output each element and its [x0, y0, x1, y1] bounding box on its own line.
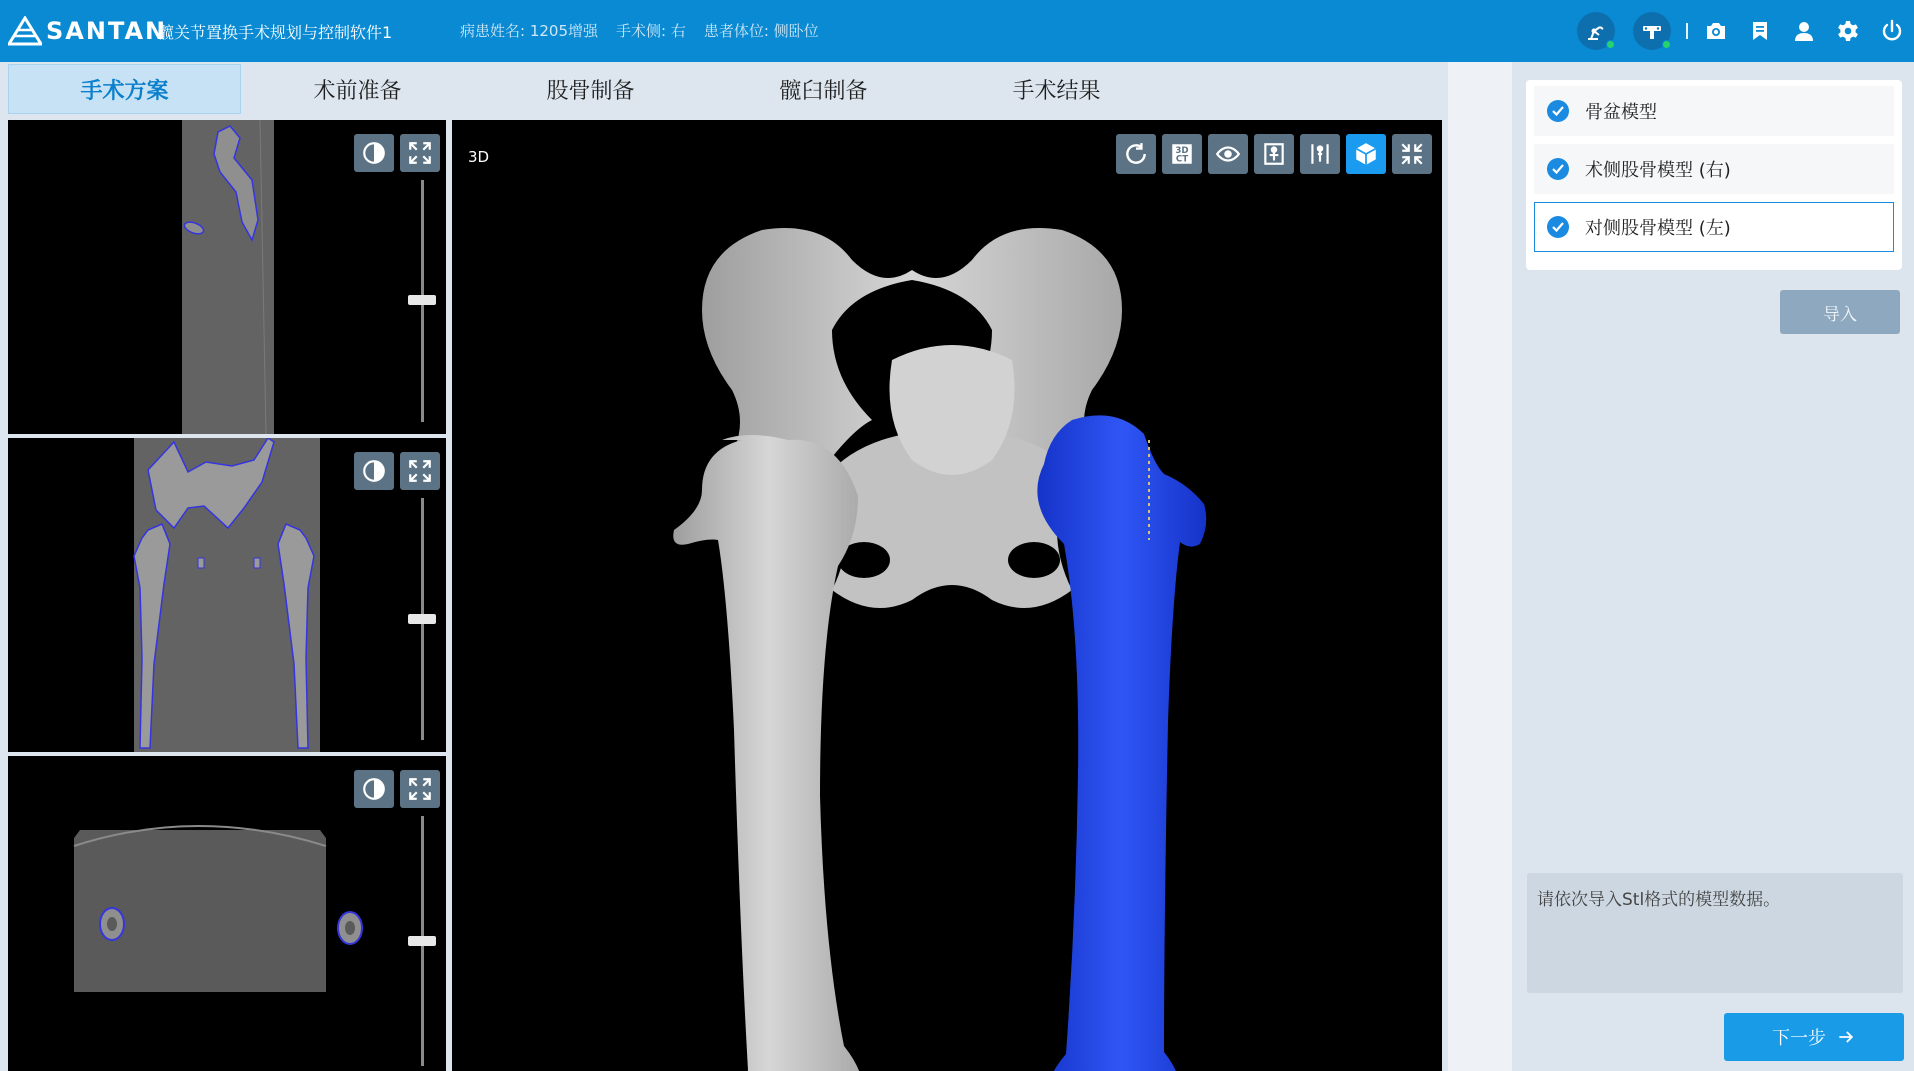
- maximize-view-button[interactable]: [400, 134, 440, 172]
- separator-column: [1448, 62, 1512, 1071]
- slice-slider-handle[interactable]: [408, 936, 436, 946]
- slice-slider-handle[interactable]: [408, 614, 436, 624]
- logo-text: SANTAN: [46, 17, 168, 45]
- tab-surgery-result[interactable]: 手术结果: [1012, 78, 1101, 104]
- 3d-view[interactable]: [452, 120, 1442, 1071]
- contrast-button[interactable]: [354, 452, 394, 490]
- contrast-button[interactable]: [354, 134, 394, 172]
- list-item-contralateral-femur[interactable]: [1534, 202, 1894, 252]
- check-icon[interactable]: [1547, 100, 1569, 122]
- robot-status-dot: [1606, 40, 1615, 49]
- reset-rotation-button[interactable]: [1116, 134, 1156, 174]
- svg-text:CT: CT: [1175, 154, 1189, 165]
- contrast-icon: [361, 458, 387, 484]
- camera-icon: [1704, 19, 1728, 43]
- user-icon: [1792, 19, 1816, 43]
- robot-arm-button[interactable]: [1568, 9, 1624, 53]
- user-button[interactable]: [1782, 9, 1826, 53]
- body-side-icon: [1307, 141, 1333, 167]
- model-label: 骨盆模型: [1585, 102, 1657, 123]
- screenshot-button[interactable]: [1694, 9, 1738, 53]
- model-label: 术侧股骨模型 (右): [1585, 160, 1731, 181]
- 3d-ct-button[interactable]: [1162, 134, 1202, 174]
- surgery-side: 手术侧: 右: [616, 22, 686, 40]
- contrast-icon: [361, 140, 387, 166]
- anterior-view-button[interactable]: [1254, 134, 1294, 174]
- next-step-label: 下一步: [1772, 1028, 1826, 1049]
- 3d-toolbar: [1116, 134, 1432, 174]
- gear-icon: [1836, 19, 1860, 43]
- contralateral-femur-model: [1037, 415, 1206, 1071]
- settings-button[interactable]: [1826, 9, 1870, 53]
- view-visibility-button[interactable]: [1208, 134, 1248, 174]
- patient-position: 患者体位: 侧卧位: [703, 22, 819, 40]
- tracker-status-dot: [1662, 40, 1671, 49]
- body-front-icon: [1261, 141, 1287, 167]
- maximize-view-button[interactable]: [400, 770, 440, 808]
- bookmark-icon: [1748, 19, 1772, 43]
- contrast-button[interactable]: [354, 770, 394, 808]
- hint-text: 请依次导入Stl格式的模型数据。: [1527, 873, 1903, 993]
- contrast-icon: [361, 776, 387, 802]
- power-icon: [1880, 19, 1904, 43]
- view-label: 3D: [468, 148, 490, 166]
- top-bar: [0, 0, 1914, 62]
- tab-surgical-plan[interactable]: 手术方案: [8, 64, 241, 114]
- bookmark-button[interactable]: [1738, 9, 1782, 53]
- app-title: 髋关节置换手术规划与控制软件1: [158, 23, 393, 42]
- next-step-button[interactable]: [1724, 1013, 1904, 1061]
- patient-info: [460, 20, 819, 41]
- logo: [8, 14, 167, 48]
- tracker-button[interactable]: [1624, 9, 1680, 53]
- workflow-tabs: [8, 62, 1448, 116]
- check-icon[interactable]: [1547, 216, 1569, 238]
- toolbar-separator: [1686, 23, 1688, 39]
- operative-femur-model: [673, 435, 864, 1071]
- 3d-bone-model: [452, 120, 1442, 1071]
- import-button[interactable]: 导入: [1780, 290, 1900, 334]
- sagittal-view[interactable]: [8, 120, 446, 434]
- expand-icon: [407, 776, 433, 802]
- expand-icon: [407, 140, 433, 166]
- model-list: [1526, 80, 1902, 270]
- tab-femur-prep[interactable]: 股骨制备: [546, 78, 635, 104]
- arrow-right-icon: [1836, 1027, 1856, 1047]
- 3d-ct-icon: [1169, 141, 1195, 167]
- model-import-panel: [1512, 62, 1914, 1071]
- lateral-view-button[interactable]: [1300, 134, 1340, 174]
- axial-view[interactable]: [8, 756, 446, 1071]
- robot-arm-icon: [1584, 19, 1608, 43]
- shrink-icon: [1399, 141, 1425, 167]
- model-label: 对侧股骨模型 (左): [1585, 218, 1731, 239]
- tracker-icon: [1640, 19, 1664, 43]
- eye-icon: [1215, 141, 1241, 167]
- patient-name: 病患姓名: 1205增强: [460, 22, 598, 40]
- rotate-icon: [1123, 141, 1149, 167]
- svg-text:3D: 3D: [1175, 145, 1189, 156]
- power-button[interactable]: [1870, 9, 1914, 53]
- shrink-view-button[interactable]: [1392, 134, 1432, 174]
- list-item-operative-femur[interactable]: [1534, 144, 1894, 194]
- 3d-cube-view-button[interactable]: [1346, 134, 1386, 174]
- coronal-view[interactable]: [8, 438, 446, 752]
- top-toolbar: [1568, 0, 1914, 62]
- tab-preop-prep[interactable]: 术前准备: [313, 78, 402, 104]
- expand-icon: [407, 458, 433, 484]
- maximize-view-button[interactable]: [400, 452, 440, 490]
- tab-acetabulum-prep[interactable]: 髋臼制备: [779, 78, 868, 104]
- list-item-pelvis[interactable]: [1534, 86, 1894, 136]
- check-icon[interactable]: [1547, 158, 1569, 180]
- logo-mark-icon: [8, 16, 42, 46]
- slice-slider-handle[interactable]: [408, 295, 436, 305]
- cube-icon: [1353, 141, 1379, 167]
